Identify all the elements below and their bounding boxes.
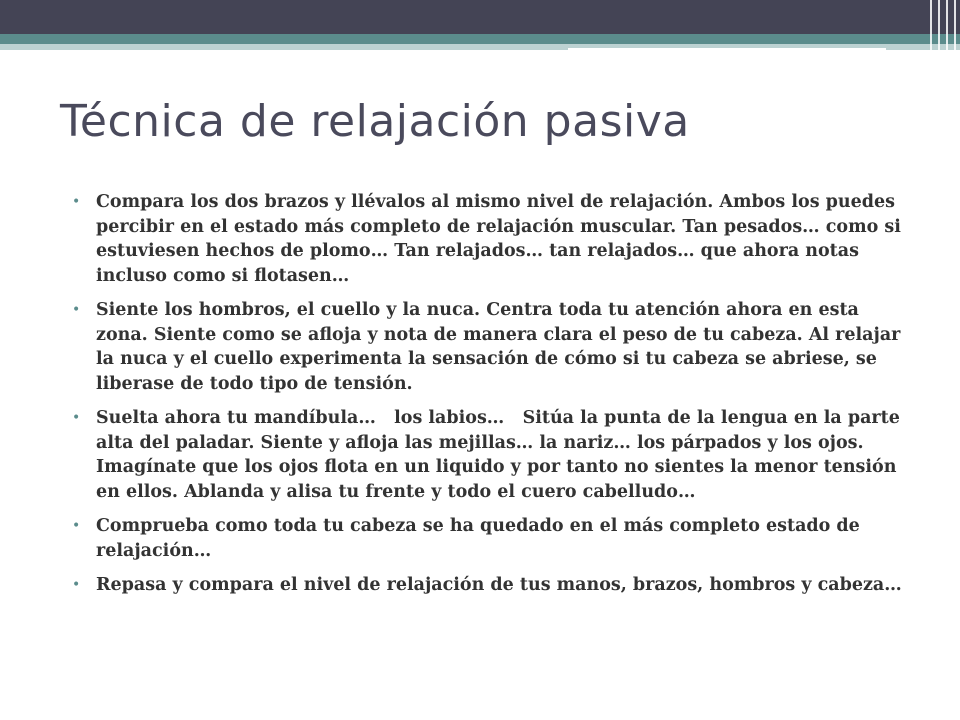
bullet-text: Comprueba como toda tu cabeza se ha quedado en el más completo estado de relajación… — [96, 516, 860, 561]
bullet-icon: • — [72, 410, 81, 426]
slide-title: Técnica de relajación pasiva — [60, 96, 690, 147]
bullet-text: Siente los hombros, el cuello y la nuca. Centra toda tu atención ahora en esta zona. Siente como se afloja y nota de manera clara el peso de tu cabeza. Al relajar la nuca y el cuello experimenta la sensación de cómo si tu cabeza se abriese, se liberase de todo tipo de tensión. — [96, 300, 901, 394]
header-accent-band — [0, 34, 960, 44]
bullet-item — [72, 573, 912, 598]
header-decor-line — [568, 48, 886, 50]
bullet-item — [72, 190, 912, 288]
bullet-icon: • — [72, 518, 81, 534]
corner-decor-line — [930, 0, 932, 64]
bullet-icon: • — [72, 302, 81, 318]
corner-decor-line — [938, 0, 940, 64]
corner-decor-line — [946, 0, 948, 64]
bullet-item — [72, 406, 912, 504]
bullet-list — [72, 190, 912, 608]
bullet-item — [72, 514, 912, 563]
bullet-icon: • — [72, 577, 81, 593]
bullet-text: Compara los dos brazos y llévalos al mismo nivel de relajación. Ambos los puedes percibir en el estado más completo de relajación muscular. Tan pesados… como si estuviesen hechos de plomo… Tan relajados… tan relajados… que ahora notas incluso como si flotasen… — [96, 192, 901, 286]
bullet-text: Repasa y compara el nivel de relajación de tus manos, brazos, hombros y cabeza… — [96, 575, 902, 595]
header-bar — [0, 0, 960, 34]
bullet-icon: • — [72, 194, 81, 210]
bullet-item — [72, 298, 912, 396]
bullet-text: Suelta ahora tu mandíbula… los labios… Sitúa la punta de la lengua en la parte alta del paladar. Siente y afloja las mejillas… la nariz… los párpados y los ojos. Imagínate que los ojos flota en un liquido y por tanto no sientes la menor tensión en ellos. Ablanda y alisa tu frente y todo el cuero cabelludo… — [96, 408, 906, 502]
corner-decor-line — [954, 0, 956, 64]
header-decor-line — [568, 62, 774, 64]
